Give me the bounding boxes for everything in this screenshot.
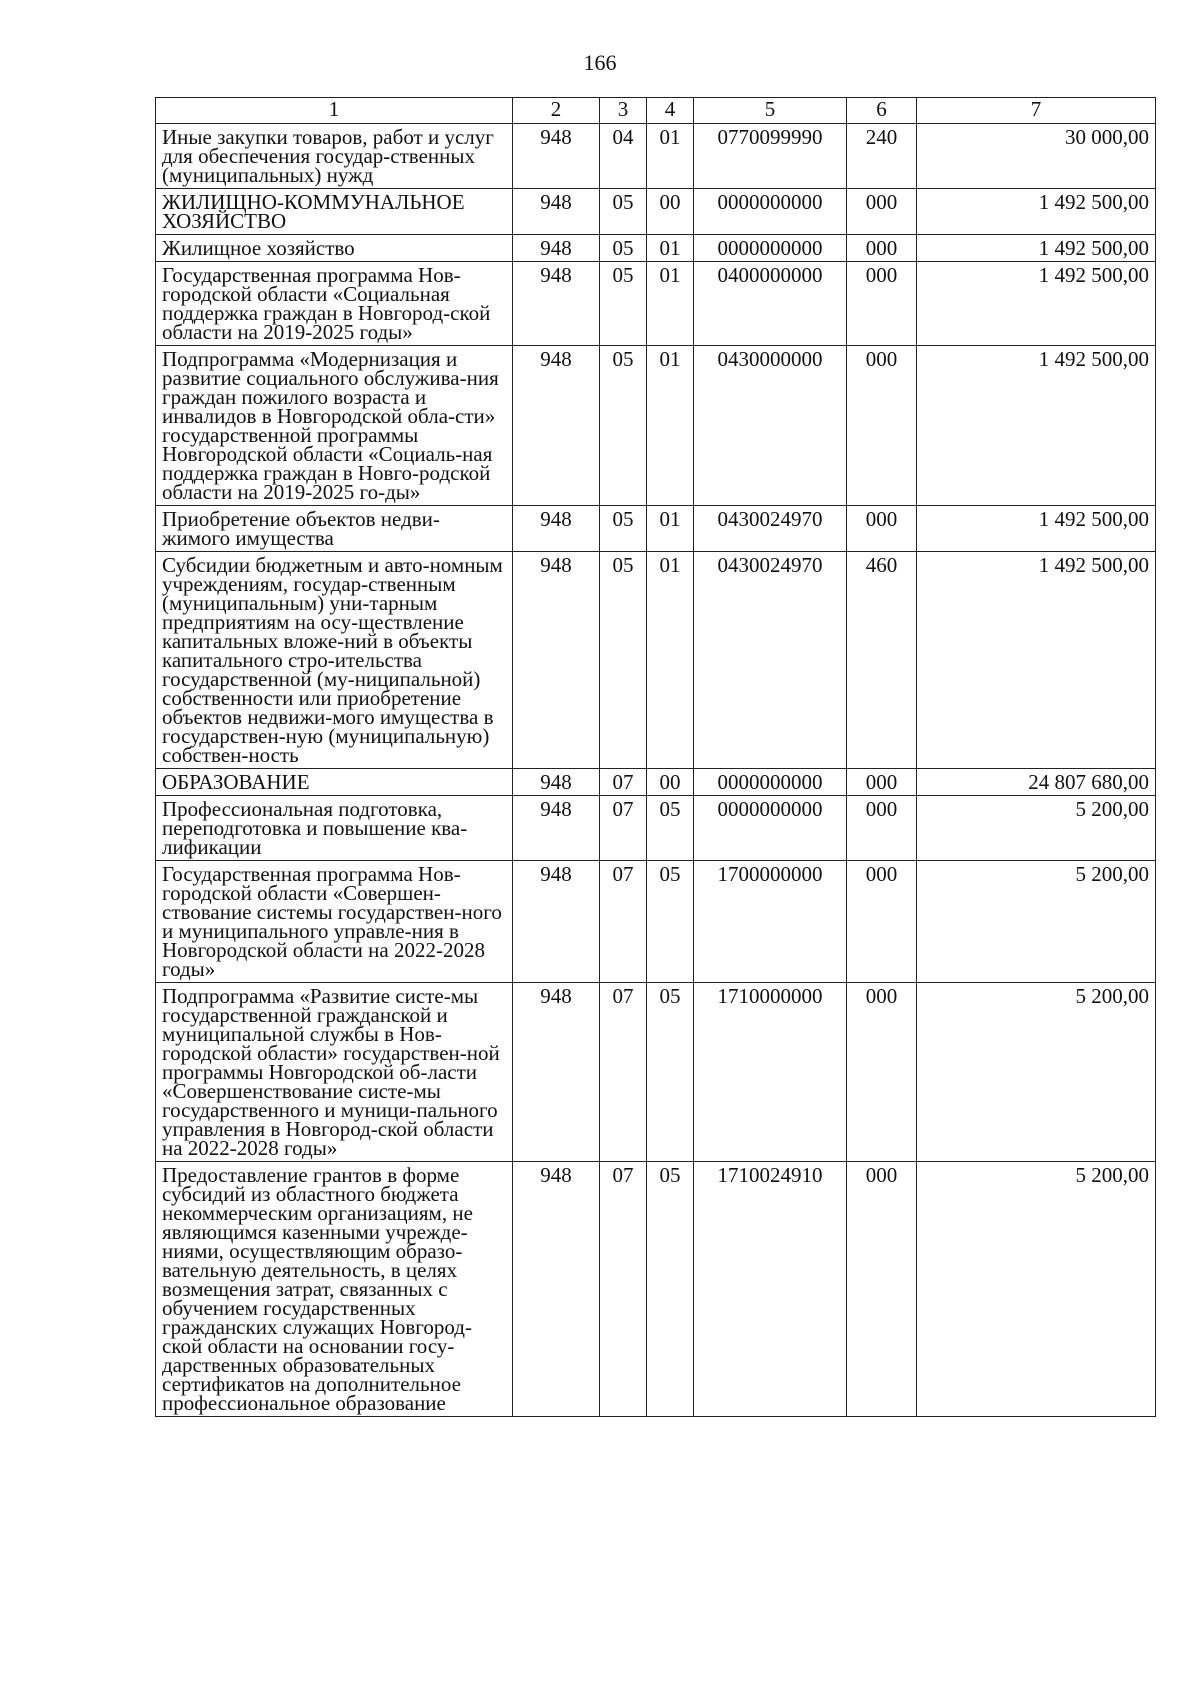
row-rz: 07	[600, 769, 647, 796]
row-name: Государственная программа Нов-городской области «Совершен-ствование системы государствен-ного и муниципального управле-ния в Новгородской области на 2022-2028 годы»	[156, 861, 513, 983]
row-name: Подпрограмма «Модернизация и развитие социального обслужива-ния граждан пожилого возраста и инвалидов в Новгородской обла-сти» государственной программы Новгородской области «Социаль-ная поддержка граждан в Новго-родской области на 2019-2025 го-ды»	[156, 346, 513, 506]
row-vr: 000	[847, 983, 917, 1162]
table-row	[156, 235, 1156, 262]
row-sum: 1 492 500,00	[917, 506, 1156, 552]
table-row	[156, 346, 1156, 506]
row-rz: 04	[600, 124, 647, 189]
table-row	[156, 1162, 1156, 1417]
row-rz: 05	[600, 189, 647, 235]
row-sum: 5 200,00	[917, 861, 1156, 983]
table-row	[156, 796, 1156, 861]
row-csr: 0430000000	[694, 346, 847, 506]
row-sum: 30 000,00	[917, 124, 1156, 189]
table-row	[156, 769, 1156, 796]
row-rz: 07	[600, 861, 647, 983]
header-col-7: 7	[917, 98, 1156, 124]
row-ved: 948	[513, 506, 600, 552]
row-ved: 948	[513, 861, 600, 983]
row-csr: 1710024910	[694, 1162, 847, 1417]
table-row	[156, 189, 1156, 235]
row-ved: 948	[513, 235, 600, 262]
row-name: Иные закупки товаров, работ и услуг для обеспечения государ-ственных (муниципальных) нужд	[156, 124, 513, 189]
row-pr: 01	[647, 346, 694, 506]
row-name: Предоставление грантов в форме субсидий из областного бюджета некоммерческим организациям, не являющимся казенными учрежде-ниями, осуществляющим образо-вательную деятельность, в целях возмещения затрат, связанных с обучением государственных гражданских служащих Новгород-ской области на основании госу-дарственных образовательных сертификатов на дополнительное профессиональное образование	[156, 1162, 513, 1417]
header-col-5: 5	[694, 98, 847, 124]
row-name: Профессиональная подготовка, переподготовка и повышение ква-лификации	[156, 796, 513, 861]
row-rz: 05	[600, 552, 647, 769]
table-row	[156, 124, 1156, 189]
row-csr: 0430024970	[694, 552, 847, 769]
row-pr: 01	[647, 262, 694, 346]
row-sum: 5 200,00	[917, 983, 1156, 1162]
row-vr: 000	[847, 506, 917, 552]
row-sum: 1 492 500,00	[917, 262, 1156, 346]
row-rz: 07	[600, 1162, 647, 1417]
row-csr: 1700000000	[694, 861, 847, 983]
row-sum: 1 492 500,00	[917, 235, 1156, 262]
row-csr: 0000000000	[694, 769, 847, 796]
row-name: ЖИЛИЩНО-КОММУНАЛЬНОЕ ХОЗЯЙСТВО	[156, 189, 513, 235]
row-ved: 948	[513, 1162, 600, 1417]
header-col-1: 1	[156, 98, 513, 124]
row-rz: 07	[600, 796, 647, 861]
table-row	[156, 861, 1156, 983]
row-csr: 0770099990	[694, 124, 847, 189]
row-sum: 5 200,00	[917, 796, 1156, 861]
row-vr: 460	[847, 552, 917, 769]
row-sum: 1 492 500,00	[917, 189, 1156, 235]
table-row	[156, 552, 1156, 769]
row-vr: 000	[847, 262, 917, 346]
row-pr: 01	[647, 506, 694, 552]
row-pr: 05	[647, 861, 694, 983]
row-sum: 24 807 680,00	[917, 769, 1156, 796]
row-ved: 948	[513, 796, 600, 861]
row-name: Жилищное хозяйство	[156, 235, 513, 262]
table-row	[156, 983, 1156, 1162]
row-ved: 948	[513, 983, 600, 1162]
row-csr: 0400000000	[694, 262, 847, 346]
header-col-2: 2	[513, 98, 600, 124]
row-pr: 05	[647, 1162, 694, 1417]
row-ved: 948	[513, 552, 600, 769]
row-sum: 5 200,00	[917, 1162, 1156, 1417]
row-pr: 01	[647, 235, 694, 262]
row-ved: 948	[513, 124, 600, 189]
row-ved: 948	[513, 346, 600, 506]
row-sum: 1 492 500,00	[917, 346, 1156, 506]
row-rz: 05	[600, 235, 647, 262]
row-pr: 01	[647, 124, 694, 189]
page-number: 166	[583, 50, 617, 75]
row-csr: 1710000000	[694, 983, 847, 1162]
row-name: Государственная программа Нов-городской области «Социальная поддержка граждан в Новгород-ской области на 2019-2025 годы»	[156, 262, 513, 346]
row-vr: 000	[847, 769, 917, 796]
row-vr: 000	[847, 1162, 917, 1417]
table-row	[156, 506, 1156, 552]
row-csr: 0000000000	[694, 189, 847, 235]
row-ved: 948	[513, 769, 600, 796]
row-csr: 0430024970	[694, 506, 847, 552]
header-row	[156, 98, 1156, 124]
header-col-3: 3	[600, 98, 647, 124]
row-name: Приобретение объектов недви-жимого имущества	[156, 506, 513, 552]
row-vr: 240	[847, 124, 917, 189]
row-vr: 000	[847, 189, 917, 235]
row-csr: 0000000000	[694, 235, 847, 262]
row-ved: 948	[513, 262, 600, 346]
row-vr: 000	[847, 235, 917, 262]
budget-table	[155, 97, 1156, 1417]
header-col-4: 4	[647, 98, 694, 124]
row-rz: 07	[600, 983, 647, 1162]
row-pr: 00	[647, 189, 694, 235]
row-sum: 1 492 500,00	[917, 552, 1156, 769]
row-csr: 0000000000	[694, 796, 847, 861]
row-name: Подпрограмма «Развитие систе-мы государственной гражданской и муниципальной службы в Нов-городской области» государствен-ной программы Новгородской об-ласти «Совершенствование систе-мы государственного и муници-пального управления в Новгород-ской области на 2022-2028 годы»	[156, 983, 513, 1162]
row-vr: 000	[847, 861, 917, 983]
row-rz: 05	[600, 506, 647, 552]
row-pr: 00	[647, 769, 694, 796]
row-rz: 05	[600, 262, 647, 346]
row-pr: 01	[647, 552, 694, 769]
header-col-6: 6	[847, 98, 917, 124]
row-vr: 000	[847, 346, 917, 506]
row-pr: 05	[647, 983, 694, 1162]
row-pr: 05	[647, 796, 694, 861]
row-vr: 000	[847, 796, 917, 861]
row-name: ОБРАЗОВАНИЕ	[156, 769, 513, 796]
row-rz: 05	[600, 346, 647, 506]
table-row	[156, 262, 1156, 346]
row-ved: 948	[513, 189, 600, 235]
row-name: Субсидии бюджетным и авто-номным учреждениям, государ-ственным (муниципальным) уни-тарным предприятиям на осу-ществление капитальных вложе-ний в объекты капитального стро-ительства государственной (му-ниципальной) собственности или приобретение объектов недвижи-мого имущества в государствен-ную (муниципальную) собствен-ность	[156, 552, 513, 769]
